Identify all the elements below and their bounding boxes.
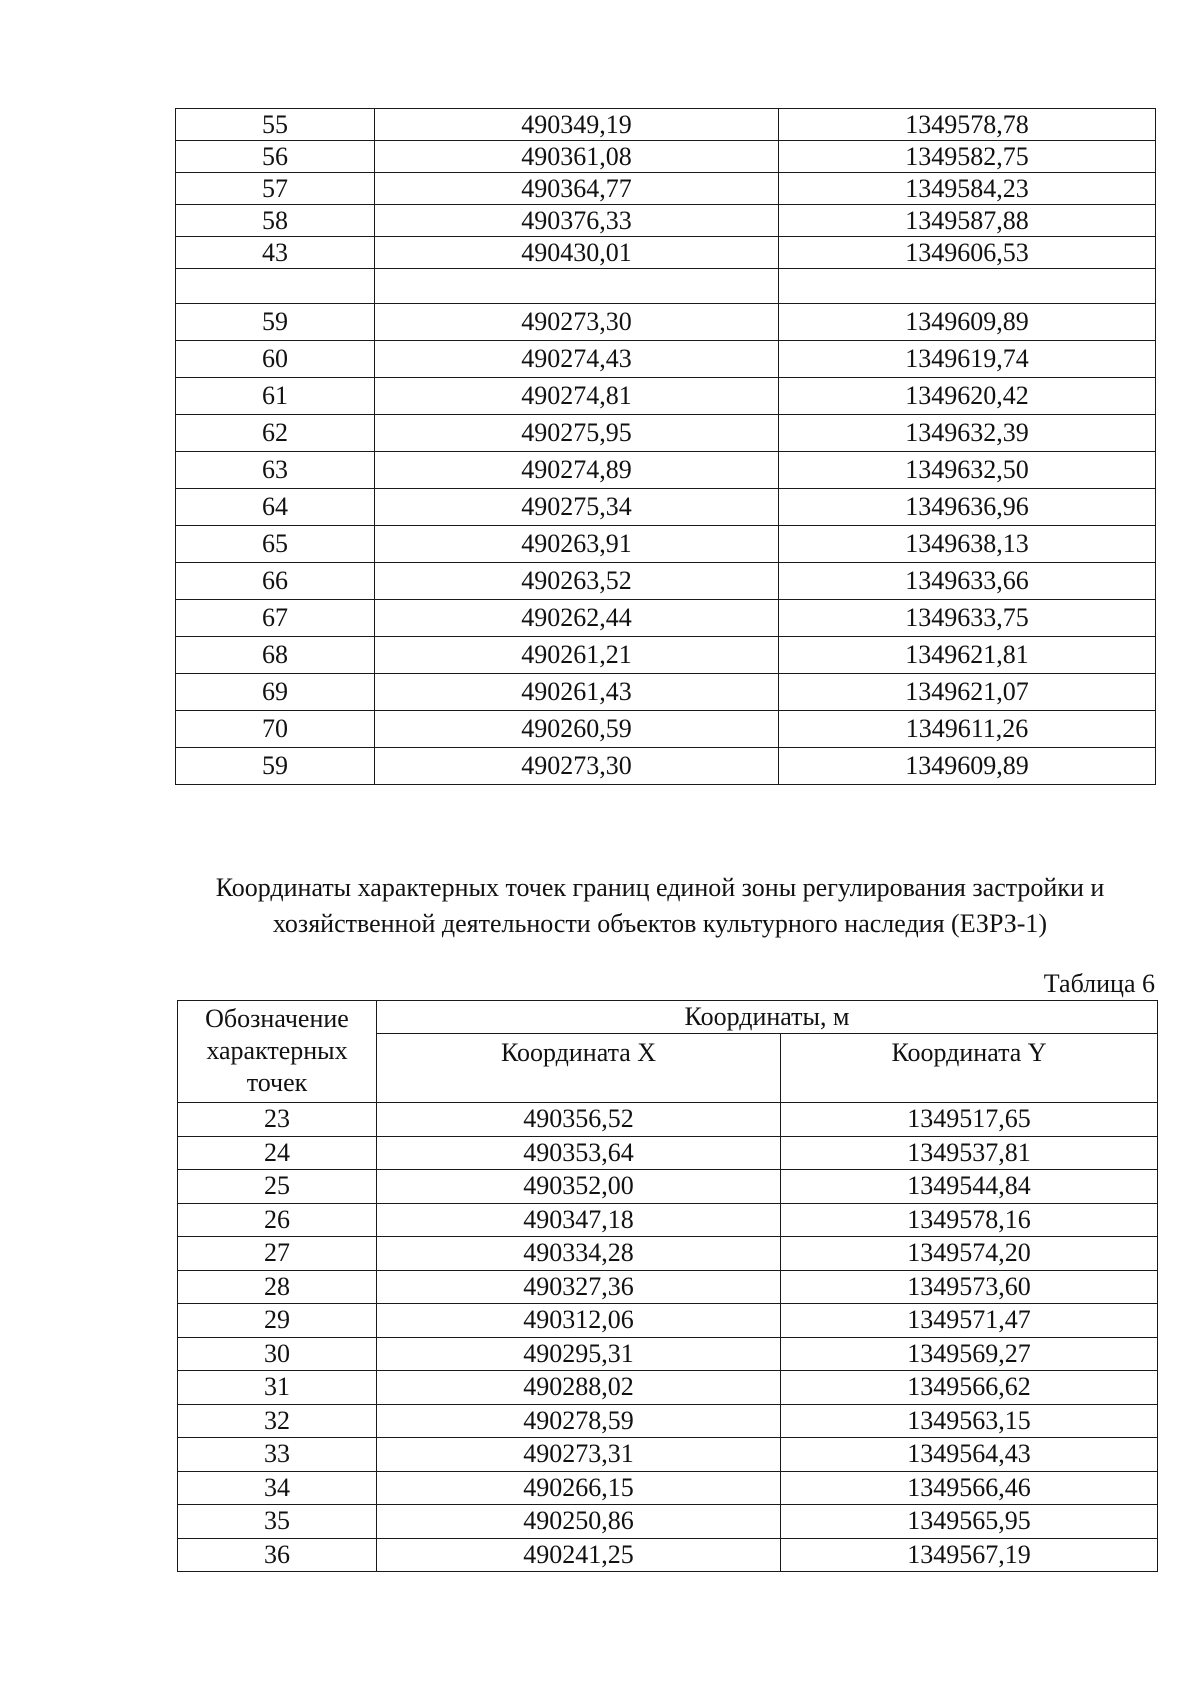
coordinate-x-cell: 490347,18 [377,1203,781,1237]
coordinate-y-cell: 1349587,88 [779,205,1156,237]
point-cell: 65 [176,526,375,563]
coordinate-y-cell: 1349578,78 [779,109,1156,141]
coordinate-y-cell: 1349563,15 [781,1404,1158,1438]
table-row [178,1371,1158,1405]
coordinate-x-cell: 490278,59 [377,1404,781,1438]
section-caption [160,870,1160,942]
coordinate-y-cell: 1349574,20 [781,1237,1158,1271]
point-cell: 32 [178,1404,377,1438]
point-cell: 64 [176,489,375,526]
coordinate-y-cell: 1349611,26 [779,711,1156,748]
table-row [176,141,1156,173]
coordinate-y-cell: 1349621,81 [779,637,1156,674]
table-row [178,1404,1158,1438]
coordinate-y-cell: 1349564,43 [781,1438,1158,1472]
table-row [178,1237,1158,1271]
coordinate-y-cell: 1349578,16 [781,1203,1158,1237]
table-row [176,452,1156,489]
table-row [176,378,1156,415]
point-cell: 25 [178,1170,377,1204]
coordinate-y-cell: 1349620,42 [779,378,1156,415]
coordinate-y-cell: 1349544,84 [781,1170,1158,1204]
coordinate-x-cell: 490241,25 [377,1538,781,1572]
coordinates-table-continued-body [176,109,1156,785]
coordinate-y-cell: 1349633,66 [779,563,1156,600]
coordinate-x-cell: 490327,36 [377,1270,781,1304]
point-cell: 56 [176,141,375,173]
table-row [178,1170,1158,1204]
table-row [176,637,1156,674]
point-cell: 67 [176,600,375,637]
point-cell: 31 [178,1371,377,1405]
table-row [178,1505,1158,1539]
table-row [178,1471,1158,1505]
header-coordinates: Координаты, м [377,1001,1158,1034]
coordinate-y-cell: 1349633,75 [779,600,1156,637]
coordinate-y-cell: 1349609,89 [779,304,1156,341]
point-cell: 34 [178,1471,377,1505]
coordinate-y-cell: 1349571,47 [781,1304,1158,1338]
coordinates-table-6 [177,1000,1158,1572]
coordinate-x-cell: 490349,19 [375,109,779,141]
coordinate-x-cell: 490273,31 [377,1438,781,1472]
point-cell: 69 [176,674,375,711]
table-row [178,1203,1158,1237]
coordinate-y-cell: 1349619,74 [779,341,1156,378]
point-cell: 68 [176,637,375,674]
coordinate-y-cell: 1349636,96 [779,489,1156,526]
table-row [176,674,1156,711]
caption-line-1: Координаты характерных точек границ единой зоны регулирования застройки и [215,873,1105,902]
coordinate-x-cell: 490273,30 [375,304,779,341]
table-row [176,341,1156,378]
table-row [178,1337,1158,1371]
coordinate-x-cell: 490266,15 [377,1471,781,1505]
table-row [178,1538,1158,1572]
table-row [176,748,1156,785]
coordinate-x-cell [375,269,779,304]
table-row [176,563,1156,600]
table-row [176,526,1156,563]
table-row [176,109,1156,141]
point-cell: 35 [178,1505,377,1539]
coordinate-x-cell: 490275,95 [375,415,779,452]
coordinate-y-cell: 1349621,07 [779,674,1156,711]
table-row [176,489,1156,526]
table-row [176,237,1156,269]
point-cell: 43 [176,237,375,269]
coordinate-y-cell: 1349566,46 [781,1471,1158,1505]
point-cell: 24 [178,1136,377,1170]
coordinate-y-cell: 1349638,13 [779,526,1156,563]
coordinate-y-cell: 1349632,50 [779,452,1156,489]
coordinate-y-cell: 1349566,62 [781,1371,1158,1405]
coordinate-x-cell: 490262,44 [375,600,779,637]
coordinate-x-cell: 490261,21 [375,637,779,674]
point-cell: 26 [178,1203,377,1237]
coordinate-y-cell: 1349537,81 [781,1136,1158,1170]
coordinate-x-cell: 490361,08 [375,141,779,173]
point-cell: 59 [176,748,375,785]
coordinate-x-cell: 490430,01 [375,237,779,269]
point-cell: 62 [176,415,375,452]
coordinate-y-cell: 1349606,53 [779,237,1156,269]
coordinate-x-cell: 490250,86 [377,1505,781,1539]
coordinate-x-cell: 490263,52 [375,563,779,600]
caption-line-2: хозяйственной деятельности объектов культурного наследия (ЕЗРЗ-1) [272,909,1048,938]
coordinate-y-cell: 1349573,60 [781,1270,1158,1304]
coordinate-x-cell: 490274,89 [375,452,779,489]
coordinate-x-cell: 490275,34 [375,489,779,526]
coordinate-x-cell: 490263,91 [375,526,779,563]
point-cell: 27 [178,1237,377,1271]
header-coordinate-y: Координата Y [781,1034,1158,1103]
coordinates-table-continued [175,108,1156,785]
table-row [176,415,1156,452]
coordinate-x-cell: 490273,30 [375,748,779,785]
table-row [176,711,1156,748]
table-row [178,1304,1158,1338]
coordinate-y-cell: 1349517,65 [781,1103,1158,1137]
point-cell: 33 [178,1438,377,1472]
table-row [176,269,1156,304]
table-row [176,205,1156,237]
coordinate-y-cell: 1349565,95 [781,1505,1158,1539]
table-row [178,1103,1158,1137]
table-number-label: Таблица 6 [1043,969,1155,998]
table-row [178,1136,1158,1170]
point-cell: 59 [176,304,375,341]
coordinate-y-cell: 1349567,19 [781,1538,1158,1572]
coordinate-x-cell: 490295,31 [377,1337,781,1371]
coordinate-x-cell: 490356,52 [377,1103,781,1137]
table-6-header [178,1001,1158,1103]
coordinate-x-cell: 490376,33 [375,205,779,237]
point-cell [176,269,375,304]
coordinate-x-cell: 490261,43 [375,674,779,711]
table-row [178,1270,1158,1304]
point-cell: 30 [178,1337,377,1371]
table-row [176,600,1156,637]
coordinate-y-cell: 1349609,89 [779,748,1156,785]
coordinate-x-cell: 490334,28 [377,1237,781,1271]
coordinate-x-cell: 490274,81 [375,378,779,415]
point-cell: 66 [176,563,375,600]
point-cell: 60 [176,341,375,378]
coordinate-x-cell: 490352,00 [377,1170,781,1204]
table-row [178,1438,1158,1472]
table-6-body [178,1103,1158,1572]
coordinate-x-cell: 490274,43 [375,341,779,378]
point-cell: 55 [176,109,375,141]
header-point-designation: Обозначение характерных точек [178,1001,377,1103]
point-cell: 23 [178,1103,377,1137]
point-cell: 63 [176,452,375,489]
point-cell: 58 [176,205,375,237]
coordinate-y-cell: 1349584,23 [779,173,1156,205]
coordinate-x-cell: 490312,06 [377,1304,781,1338]
coordinate-y-cell: 1349582,75 [779,141,1156,173]
point-cell: 61 [176,378,375,415]
coordinate-y-cell [779,269,1156,304]
point-cell: 57 [176,173,375,205]
coordinate-y-cell: 1349569,27 [781,1337,1158,1371]
point-cell: 28 [178,1270,377,1304]
coordinate-x-cell: 490260,59 [375,711,779,748]
table-row [176,173,1156,205]
point-cell: 29 [178,1304,377,1338]
coordinate-y-cell: 1349632,39 [779,415,1156,452]
table-row [176,304,1156,341]
coordinate-x-cell: 490288,02 [377,1371,781,1405]
point-cell: 36 [178,1538,377,1572]
coordinate-x-cell: 490353,64 [377,1136,781,1170]
header-coordinate-x: Координата X [377,1034,781,1103]
point-cell: 70 [176,711,375,748]
coordinate-x-cell: 490364,77 [375,173,779,205]
